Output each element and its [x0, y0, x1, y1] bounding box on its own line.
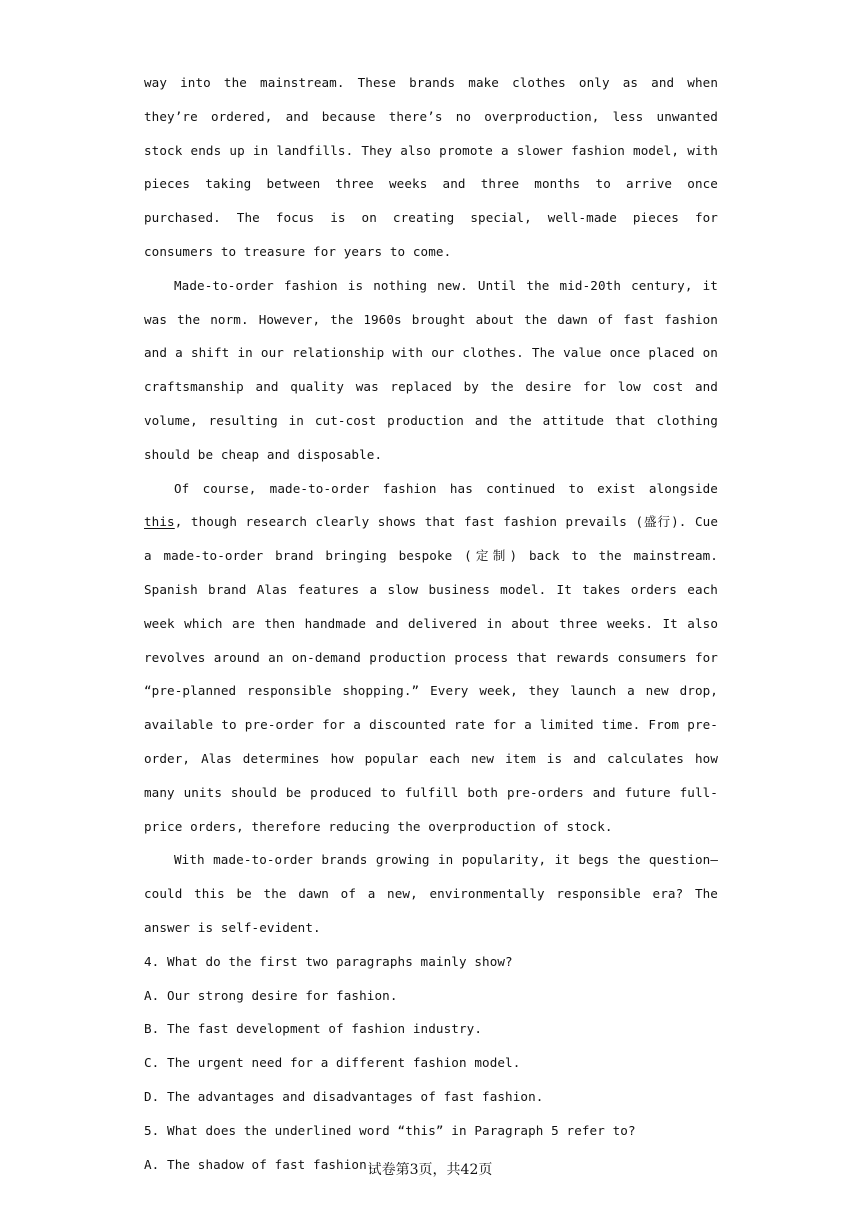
option-c: C. The urgent need for a different fashion model. — [144, 1055, 521, 1071]
passage-content — [144, 66, 718, 1181]
paragraph-4: With made-to-order brands growing in popularity, it begs the question—could this be the dawn of a new, environmentally responsible era? The answer is self-evident. — [144, 852, 718, 935]
question-stem: 5. What does the underlined word “this” in Paragraph 5 refer to? — [144, 1122, 636, 1138]
paragraph-3 — [144, 472, 718, 844]
option-b: B. The fast development of fashion industry. — [144, 1021, 483, 1037]
option-a: A. Our strong desire for fashion. — [144, 987, 398, 1003]
option-d: D. The advantages and disadvantages of fast fashion. — [144, 1088, 544, 1104]
question-4 — [144, 945, 718, 1114]
page-footer: 试卷第3页，共42页 — [367, 1162, 493, 1178]
underlined-word: this — [144, 514, 175, 530]
paragraph-1: way into the mainstream. These brands make clothes only as and when they’re ordered, and because there’s no overproduction, less unwanted stock ends up in landfills. They also promote a slower fashion model, with pieces taking between three weeks and three months to arrive once purchased. The focus is on creating special, well-made pieces for consumers to treasure for years to come. — [144, 75, 718, 259]
paragraph-3-text-before: Of course, made-to-order fashion has continued to exist alongside — [174, 480, 718, 496]
paragraph-2: Made-to-order fashion is nothing new. Until the mid-20th century, it was the norm. However, the 1960s brought about the dawn of fast fashion and a shift in our relationship with our clothes. The value once placed on craftsmanship and quality was replaced by the desire for low cost and volume, resulting in cut-cost production and the attitude that clothing should be cheap and disposable. — [144, 277, 718, 462]
paragraph-3-text-after: , though research clearly shows that fast fashion prevails (盛行). Cue a made-to-order brand bringing bespoke (定制) back to the mainstream. Spanish brand Alas features a slow business model. It takes orders each week which are then handmade and delivered in about three weeks. It also revolves around an on-demand production process that rewards consumers for “pre-planned responsible shopping.” Every week, they launch a new drop, available to pre-order for a discounted rate for a limited time. From pre-order, Alas determines how popular each new item is and calculates how many units should be produced to fulfill both pre-orders and future full-price orders, therefore reducing the overproduction of stock. — [144, 514, 718, 834]
option-a: A. The shadow of fast fashion. — [144, 1156, 375, 1172]
question-stem: 4. What do the first two paragraphs mainly show? — [144, 953, 513, 969]
